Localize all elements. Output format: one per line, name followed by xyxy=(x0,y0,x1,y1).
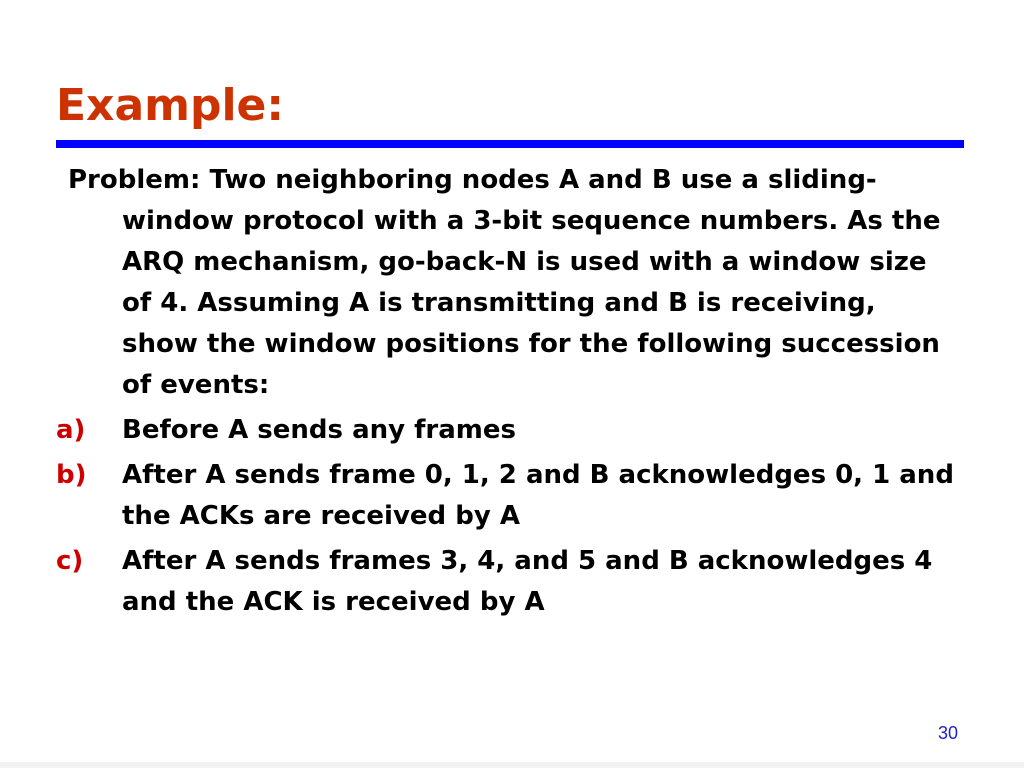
slide-body xyxy=(56,160,958,627)
event-list xyxy=(56,410,958,623)
title-underline-rule xyxy=(56,140,964,148)
bottom-edge xyxy=(0,762,1024,768)
list-item xyxy=(56,410,958,451)
list-item xyxy=(56,541,958,623)
list-marker: c) xyxy=(56,546,84,576)
list-item-text: Before A sends any frames xyxy=(122,415,516,445)
list-marker: a) xyxy=(56,415,86,445)
list-item-text: After A sends frame 0, 1, 2 and B acknowledges 0, 1 and the ACKs are received by A xyxy=(122,460,954,531)
list-item xyxy=(56,455,958,537)
list-marker: b) xyxy=(56,460,87,490)
problem-statement: Problem: Two neighboring nodes A and B use a sliding-window protocol with a 3-bit sequence numbers. As the ARQ mechanism, go-back-N is used with a window size of 4. Assuming A is transmitting and B is receiving, show the window positions for the following succession of events: xyxy=(68,165,941,400)
slide-title: Example: xyxy=(56,80,284,131)
page-number: 30 xyxy=(937,723,958,743)
list-item-text: After A sends frames 3, 4, and 5 and B acknowledges 4 and the ACK is received by A xyxy=(122,546,933,617)
